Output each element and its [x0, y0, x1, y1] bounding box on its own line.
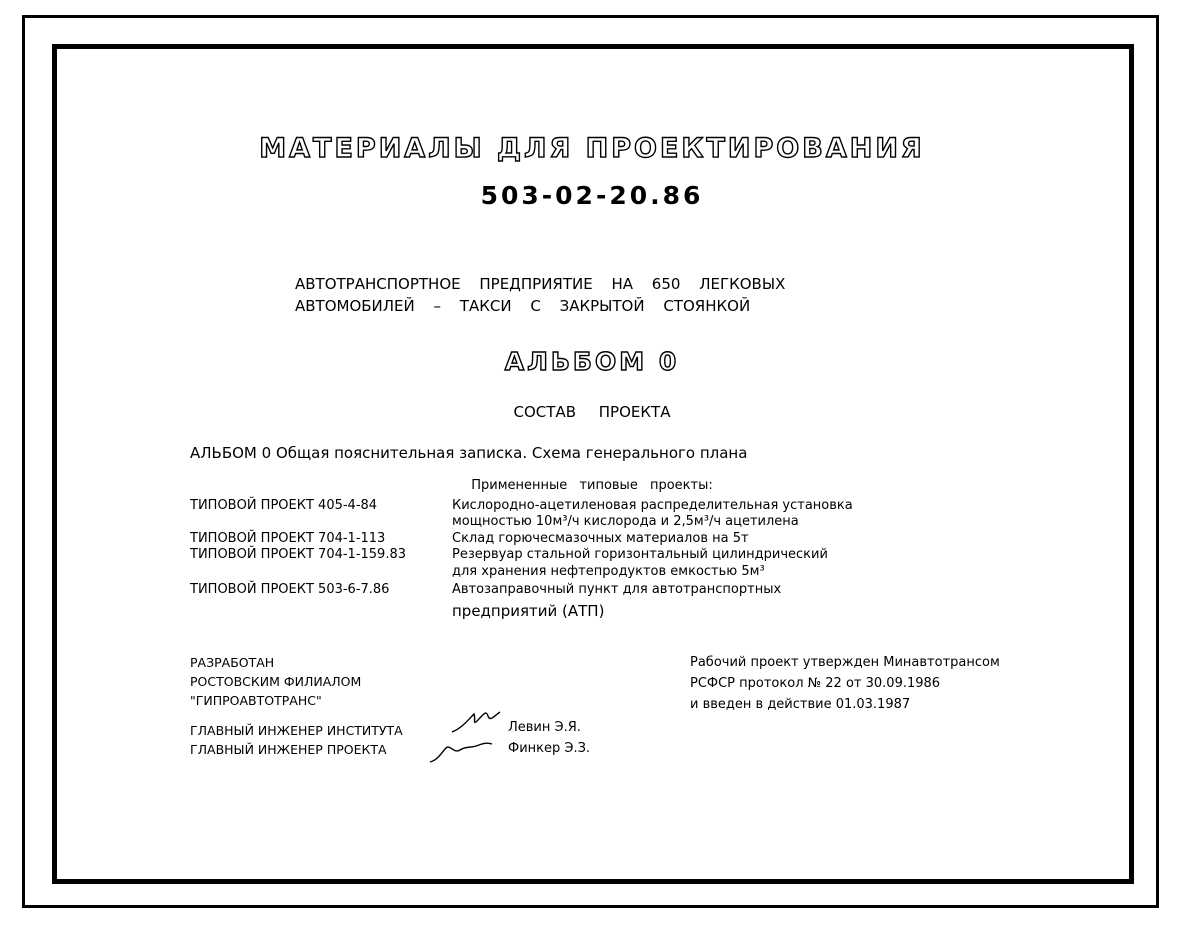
applied-project-text: Кислородно-ацетиленовая распределительная установка [452, 498, 853, 513]
applied-project-text: Резервуар стальной горизонтальный цилиндрический [452, 547, 828, 562]
document-code: 503-02-20.86 [480, 181, 704, 210]
developer-line1: РАЗРАБОТАН [190, 655, 275, 670]
approval-line2: РСФСР протокол № 22 от 30.09.1986 [690, 676, 941, 691]
signature-name: Финкер Э.З. [508, 741, 591, 756]
document-title: МАТЕРИАЛЫ ДЛЯ ПРОЕКТИРОВАНИЯ [259, 133, 925, 164]
object-description-line2: АВТОМОБИЛЕЙ – ТАКСИ С ЗАКРЫТОЙ СТОЯНКОЙ [295, 297, 751, 315]
applied-projects-heading: Примененные типовые проекты: [471, 478, 713, 493]
applied-project-text: для хранения нефтепродуктов емкостью 5м³ [452, 564, 765, 579]
signature-image [448, 708, 504, 736]
applied-project-text: предприятий (АТП) [452, 602, 605, 620]
composition-heading: СОСТАВ ПРОЕКТА [513, 403, 671, 421]
album-contents-line: АЛЬБОМ 0 Общая пояснительная записка. Схема генерального плана [190, 444, 748, 462]
object-description-line1: АВТОТРАНСПОРТНОЕ ПРЕДПРИЯТИЕ НА 650 ЛЕГКОВЫХ [295, 275, 786, 293]
signature-role: ГЛАВНЫЙ ИНЖЕНЕР ПРОЕКТА [190, 742, 387, 757]
applied-project-text: Склад горючесмазочных материалов на 5т [452, 531, 749, 546]
developer-line2: РОСТОВСКИМ ФИЛИАЛОМ [190, 674, 362, 689]
applied-project-label: ТИПОВОЙ ПРОЕКТ 704-1-159.83 [190, 547, 406, 562]
approval-line1: Рабочий проект утвержден Минавтотрансом [690, 655, 1000, 670]
album-title: АЛЬБОМ 0 [504, 347, 680, 376]
applied-project-label: ТИПОВОЙ ПРОЕКТ 704-1-113 [190, 531, 386, 546]
signature-role: ГЛАВНЫЙ ИНЖЕНЕР ИНСТИТУТА [190, 723, 403, 738]
approval-line3: и введен в действие 01.03.1987 [690, 697, 911, 712]
signature-image [426, 738, 496, 766]
applied-project-text: мощностью 10м³/ч кислорода и 2,5м³/ч ацетилена [452, 514, 799, 529]
applied-project-label: ТИПОВОЙ ПРОЕКТ 405-4-84 [190, 498, 378, 513]
applied-project-label: ТИПОВОЙ ПРОЕКТ 503-6-7.86 [190, 582, 390, 597]
inner-frame [52, 44, 1134, 884]
signature-name: Левин Э.Я. [508, 720, 581, 735]
developer-line3: "ГИПРОАВТОТРАНС" [190, 693, 322, 708]
applied-project-text: Автозаправочный пункт для автотранспортных [452, 582, 782, 597]
